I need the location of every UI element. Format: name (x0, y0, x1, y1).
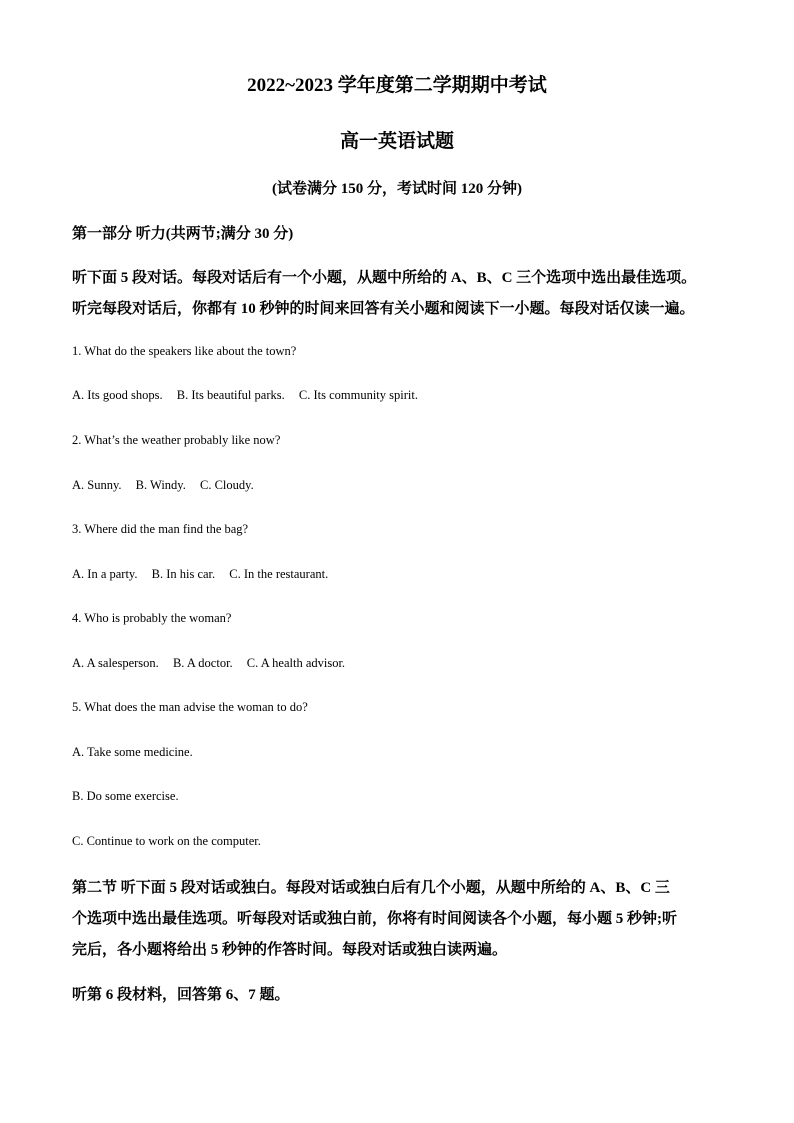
option-b: B. A doctor. (172, 656, 233, 670)
option-a: A. Its good shops. (72, 388, 163, 402)
question-5-option-b: B. Do some exercise. (72, 789, 179, 803)
option-b: B. In his car. (151, 567, 216, 581)
option-c: C. Cloudy. (200, 478, 254, 492)
part1-instruction-line1: 听下面 5 段对话。每段对话后有一个小题，从题中所给的 A、B、C 三个选项中选出最佳选项。 (72, 270, 697, 286)
question-5-option-a: A. Take some medicine. (72, 745, 193, 759)
question-2-options (72, 478, 265, 493)
option-a: A. A salesperson. (72, 656, 159, 670)
option-a: A. Sunny. (72, 478, 122, 492)
question-4-options (72, 656, 356, 671)
exam-note: (试卷满分 150 分，考试时间 120 分钟) (272, 181, 522, 197)
option-c: C. A health advisor. (246, 656, 346, 670)
option-b: B. Windy. (135, 478, 186, 492)
part1-heading: 第一部分 听力(共两节;满分 30 分) (72, 226, 294, 242)
option-a: A. In a party. (72, 567, 138, 581)
section2-instruction-line2: 个选项中选出最佳选项。听每段对话或独白前，你将有时间阅读各个小题，每小题 5 秒钟;听 (72, 911, 677, 927)
option-c: C. Its community spirit. (298, 388, 418, 402)
exam-title: 2022~2023 学年度第二学期期中考试 (247, 75, 547, 96)
question-3-options (72, 567, 339, 582)
option-b: B. Its beautiful parks. (176, 388, 285, 402)
question-3-stem: 3. Where did the man find the bag? (72, 522, 249, 536)
section2-instruction-line1: 第二节 听下面 5 段对话或独白。每段对话或独白后有几个小题，从题中所给的 A、B、C 三 (72, 880, 670, 896)
exam-subtitle: 高一英语试题 (339, 131, 454, 152)
question-1-stem: 1. What do the speakers like about the town? (72, 344, 297, 358)
question-1-options (72, 388, 429, 403)
question-2-stem: 2. What’s the weather probably like now? (72, 433, 281, 447)
part1-instruction-line2: 听完每段对话后，你都有 10 秒钟的时间来回答有关小题和阅读下一小题。每段对话仅读一遍。 (72, 301, 695, 317)
question-4-stem: 4. Who is probably the woman? (72, 611, 232, 625)
option-c: C. In the restaurant. (229, 567, 329, 581)
question-5-option-c: C. Continue to work on the computer. (72, 834, 261, 848)
section2-material-note: 听第 6 段材料，回答第 6、7 题。 (72, 987, 290, 1003)
section2-instruction-line3: 完后，各小题将给出 5 秒钟的作答时间。每段对话或独白读两遍。 (72, 942, 508, 958)
question-5-stem: 5. What does the man advise the woman to do? (72, 700, 308, 714)
